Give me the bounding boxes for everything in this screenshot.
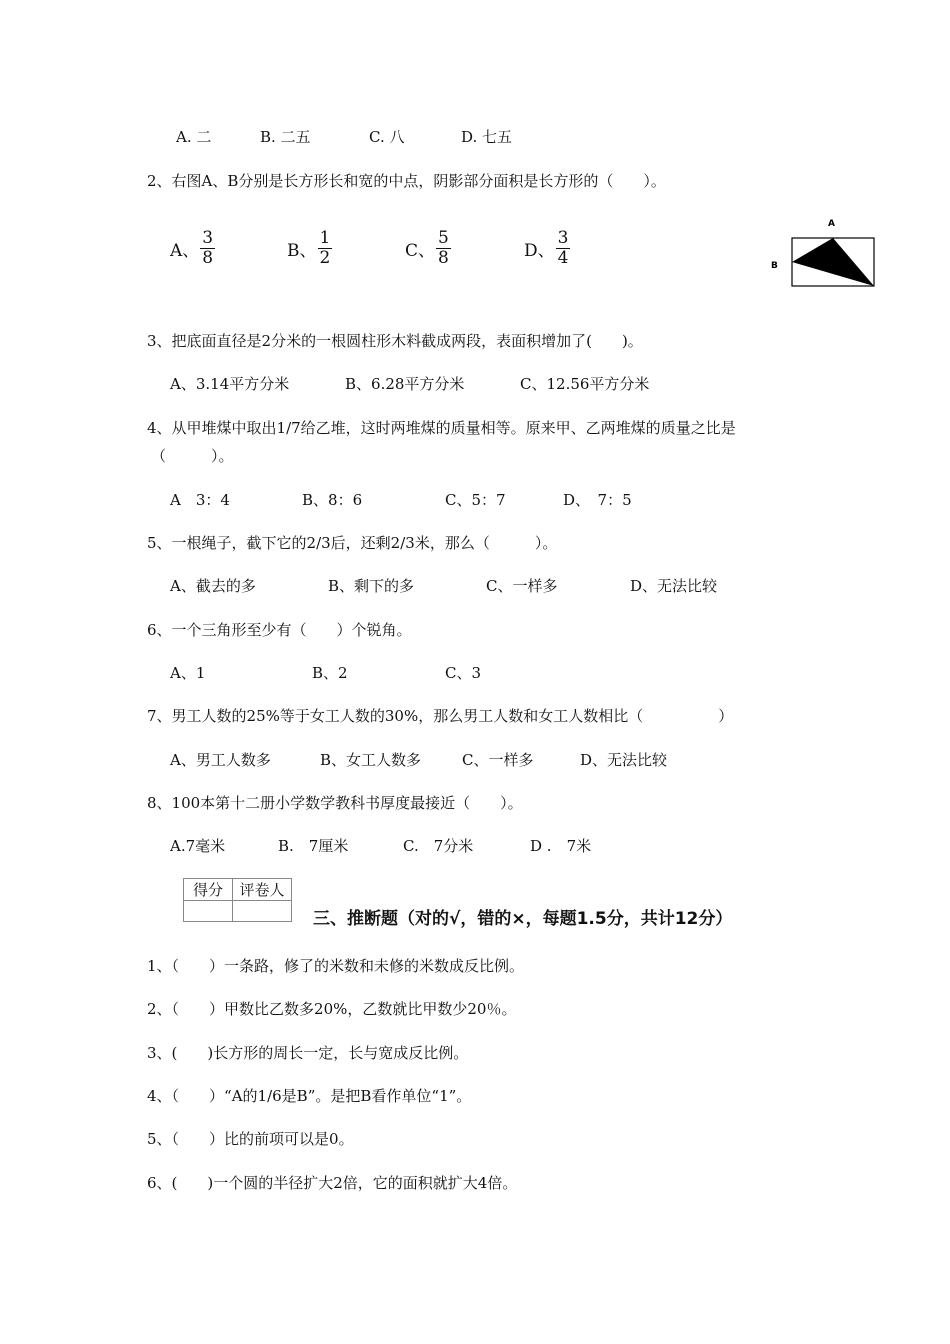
q8-option-c: C. 7分米 xyxy=(403,837,474,855)
shaded-triangle xyxy=(792,238,874,286)
q8-option-b: B. 7厘米 xyxy=(278,837,349,855)
rectangle-midpoint-figure xyxy=(766,214,878,288)
q2-option-a: A、 3 8 xyxy=(170,228,214,268)
judge-item-3: 3、( )长方形的周长一定，长与宽成反比例。 xyxy=(147,1044,469,1062)
q5-option-b: B、剩下的多 xyxy=(328,577,415,595)
q1-option-b: B. 二五 xyxy=(260,128,311,146)
q3-option-a: A、3.14平方分米 xyxy=(170,375,290,393)
q8-option-d: D . 7米 xyxy=(530,837,592,855)
grader-cell[interactable] xyxy=(233,901,292,922)
q3-text: 3、把底面直径是2分米的一根圆柱形木料截成两段，表面积增加了( )。 xyxy=(147,332,643,350)
score-table xyxy=(183,878,292,922)
q8-text: 8、100本第十二册小学数学教科书厚度最接近（ ）。 xyxy=(147,794,523,812)
judge-item-4: 4、（ ）“A的1/6是B”。是把B看作单位“1”。 xyxy=(147,1087,472,1105)
q6-option-b: B、2 xyxy=(312,664,348,682)
q5-option-a: A、截去的多 xyxy=(170,577,256,595)
q1-option-a: A. 二 xyxy=(176,128,212,146)
section-3-title: 三、推断题（对的√，错的×，每题1.5分，共计12分） xyxy=(313,909,733,929)
judge-item-5: 5、（ ）比的前项可以是0。 xyxy=(147,1130,354,1148)
q3-option-b: B、6.28平方分米 xyxy=(345,375,465,393)
judge-item-2: 2、（ ）甲数比乙数多20%，乙数就比甲数少20％。 xyxy=(147,1000,517,1018)
q3-option-c: C、12.56平方分米 xyxy=(520,375,650,393)
score-header: 得分 xyxy=(184,879,233,901)
q7-option-b: B、女工人数多 xyxy=(320,751,422,769)
q2-option-c: C、 5 8 xyxy=(405,228,449,268)
point-b-label: B xyxy=(771,261,778,271)
q7-option-c: C、一样多 xyxy=(462,751,534,769)
q7-option-a: A、男工人数多 xyxy=(170,751,271,769)
q2-text: 2、右图A、B分别是长方形长和宽的中点，阴影部分面积是长方形的（ ）。 xyxy=(147,172,666,190)
q4-text-continued: （ ）。 xyxy=(151,447,234,465)
q5-option-d: D、无法比较 xyxy=(630,577,718,595)
q6-option-a: A、1 xyxy=(170,664,206,682)
q7-option-d: D、无法比较 xyxy=(580,751,668,769)
q4-option-b: B、8：6 xyxy=(302,491,363,509)
point-a-label: A xyxy=(828,219,835,229)
grader-header: 评卷人 xyxy=(233,879,292,901)
q8-option-a: A.7毫米 xyxy=(170,837,226,855)
score-cell[interactable] xyxy=(184,901,233,922)
q1-option-d: D. 七五 xyxy=(461,128,513,146)
q4-option-d: D、 7：5 xyxy=(563,491,632,509)
q6-option-c: C、3 xyxy=(445,664,482,682)
q6-text: 6、一个三角形至少有（ ）个锐角。 xyxy=(147,621,412,639)
q4-option-c: C、5：7 xyxy=(445,491,506,509)
q7-text: 7、男工人数的25%等于女工人数的30%，那么男工人数和女工人数相比（ ） xyxy=(147,707,734,725)
q2-option-b: B、 1 2 xyxy=(287,228,331,268)
q5-option-c: C、一样多 xyxy=(486,577,558,595)
judge-item-1: 1、（ ）一条路，修了的米数和未修的米数成反比例。 xyxy=(147,957,525,975)
q5-text: 5、一根绳子，截下它的2/3后，还剩2/3米，那么（ ）。 xyxy=(147,534,558,552)
q4-option-a: A 3：4 xyxy=(170,491,230,509)
q2-option-d: D、 3 4 xyxy=(524,228,569,268)
judge-item-6: 6、( )一个圆的半径扩大2倍，它的面积就扩大4倍。 xyxy=(147,1174,518,1192)
q4-text: 4、从甲堆煤中取出1/7给乙堆，这时两堆煤的质量相等。原来甲、乙两堆煤的质量之比是 xyxy=(147,419,736,437)
q1-option-c: C. 八 xyxy=(369,128,405,146)
